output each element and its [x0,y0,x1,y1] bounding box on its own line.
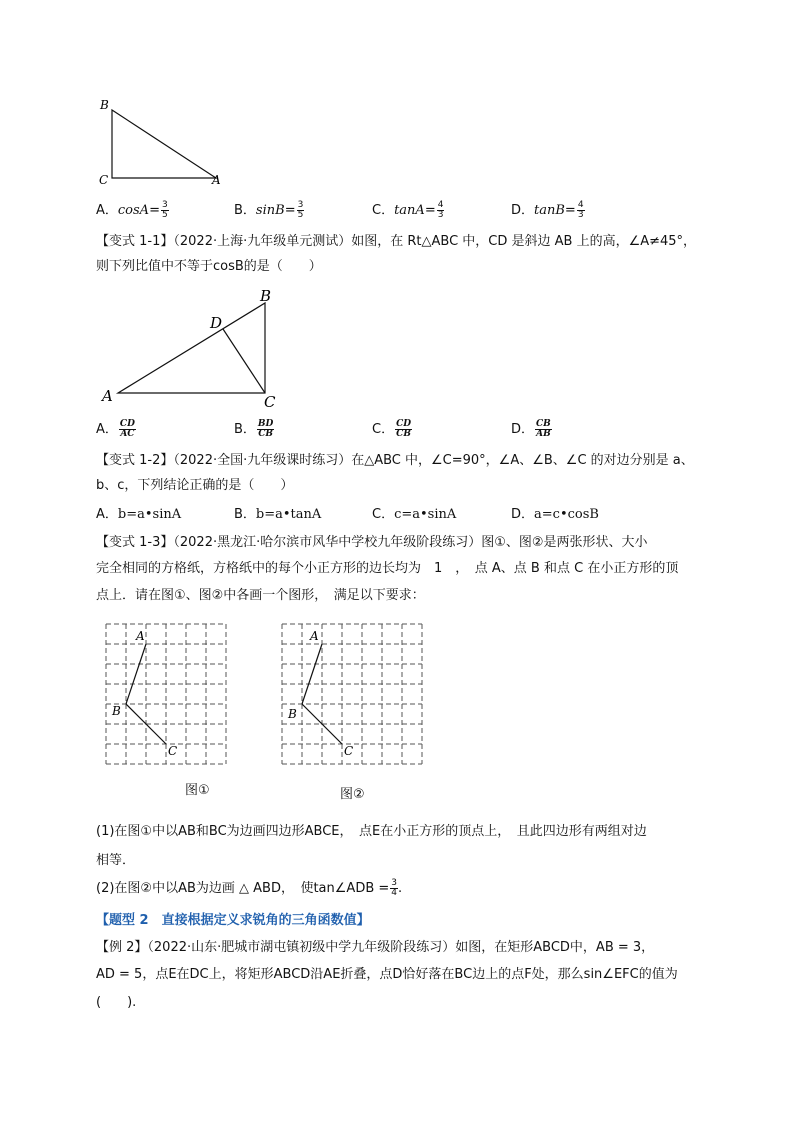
grid2-caption: 图② [340,787,365,802]
grid2-label-b: B [288,707,297,721]
grid2-label-a: A [310,629,319,643]
ex2-line2: AD = 5，点E在DC上，将矩形ABCD沿AE折叠，点D恰好落在BC边上的点F处，那么sin∠EFC的值为 [96,967,678,982]
grid1-caption: 图① [185,783,210,798]
grid1-label-a: A [136,629,145,643]
vertex-label-c: C [99,173,109,187]
grid-figure-1 [100,618,240,773]
q0-option-a: A．cosA= $\frac{3}{5}$ [96,200,168,220]
q12-line2: b、c，下列结论正确的是（ ） [96,478,294,493]
q13-line3: 点上．请在图①、图②中各画一个图形， 满足以下要求： [96,588,425,603]
vertex-label-a: A [102,387,113,405]
vertex-label-b: B [100,98,109,112]
ex2-line1: 【例 2】（2022·山东·肥城市湖屯镇初级中学九年级阶段练习）如图，在矩形ABCD中，AB = 3， [96,940,655,955]
q12-line1: 【变式 1-2】（2022·全国·九年级课时练习）在△ABC 中，∠C=90°，∠A、∠B、∠C 的对边分别是 a、 [96,453,694,468]
q11-option-a: A． $\frac{CD}{AC}$ [96,419,135,439]
q11-line1: 【变式 1-1】（2022·上海·九年级单元测试）如图，在 Rt△ABC 中，CD 是斜边 AB 上的高，∠A≠45°， [96,234,697,249]
q12-option-a: A．b=a•sinA [96,507,182,522]
grid2-label-c: C [344,744,354,758]
q11-option-c: C． $\frac{CD}{CB}$ [372,419,412,439]
q13-line2: 完全相同的方格纸，方格纸中的每个小正方形的边长均为 1 ， 点 A、点 B 和点 C 在小正方形的顶 [96,561,679,576]
q13-tag: 【变式 1-3】 [96,535,174,550]
figure-triangle-abc-altitude [96,285,296,410]
q0-option-c: C．tanA= $\frac{4}{3}$ [372,200,444,220]
q0-option-d: D．tanB= $\frac{4}{3}$ [511,200,584,220]
grid1-label-c: C [168,744,178,758]
q11-option-b: B． $\frac{BD}{CB}$ [234,419,274,439]
q11-option-d: D． $\frac{CB}{AB}$ [511,419,551,439]
vertex-label-b: B [260,287,272,305]
q12-option-d: D．a=c•cosB [511,507,599,522]
q13-sub2: (2)在图②中以AB为边画 △ ABD， 使tan∠ADB = $\frac{3}{4}$ . [96,878,403,898]
q12-tag: 【变式 1-2】 [96,453,174,468]
ex2-line3: ( ). [96,995,137,1010]
q0-option-b: B．sinB= $\frac{3}{5}$ [234,200,304,220]
vertex-label-a: A [212,173,221,187]
grid-figure-2 [276,618,431,773]
section-title: 【题型 2 直接根据定义求锐角的三角函数值】 [96,913,370,928]
q12-option-b: B．b=a•tanA [234,507,322,522]
q13-sub1-line1: (1)在图①中以AB和BC为边画四边形ABCE， 点E在小正方形的顶点上， 且此四边形有两组对边 [96,824,647,839]
figure-triangle-bca [96,96,231,188]
q12-option-c: C．c=a•sinA [372,507,457,522]
q13-sub1-line2: 相等． [96,853,136,868]
vertex-label-c: C [264,393,276,410]
vertex-label-d: D [210,314,223,332]
grid1-label-b: B [112,704,121,718]
q11-line2: 则下列比值中不等于cosB的是（ ） [96,259,322,274]
q13-line1: 【变式 1-3】（2022·黑龙江·哈尔滨市风华中学校九年级阶段练习）图①、图②是两张形状、大小 [96,535,648,550]
ex2-tag: 【例 2】 [96,940,148,955]
q11-tag: 【变式 1-1】 [96,234,174,249]
